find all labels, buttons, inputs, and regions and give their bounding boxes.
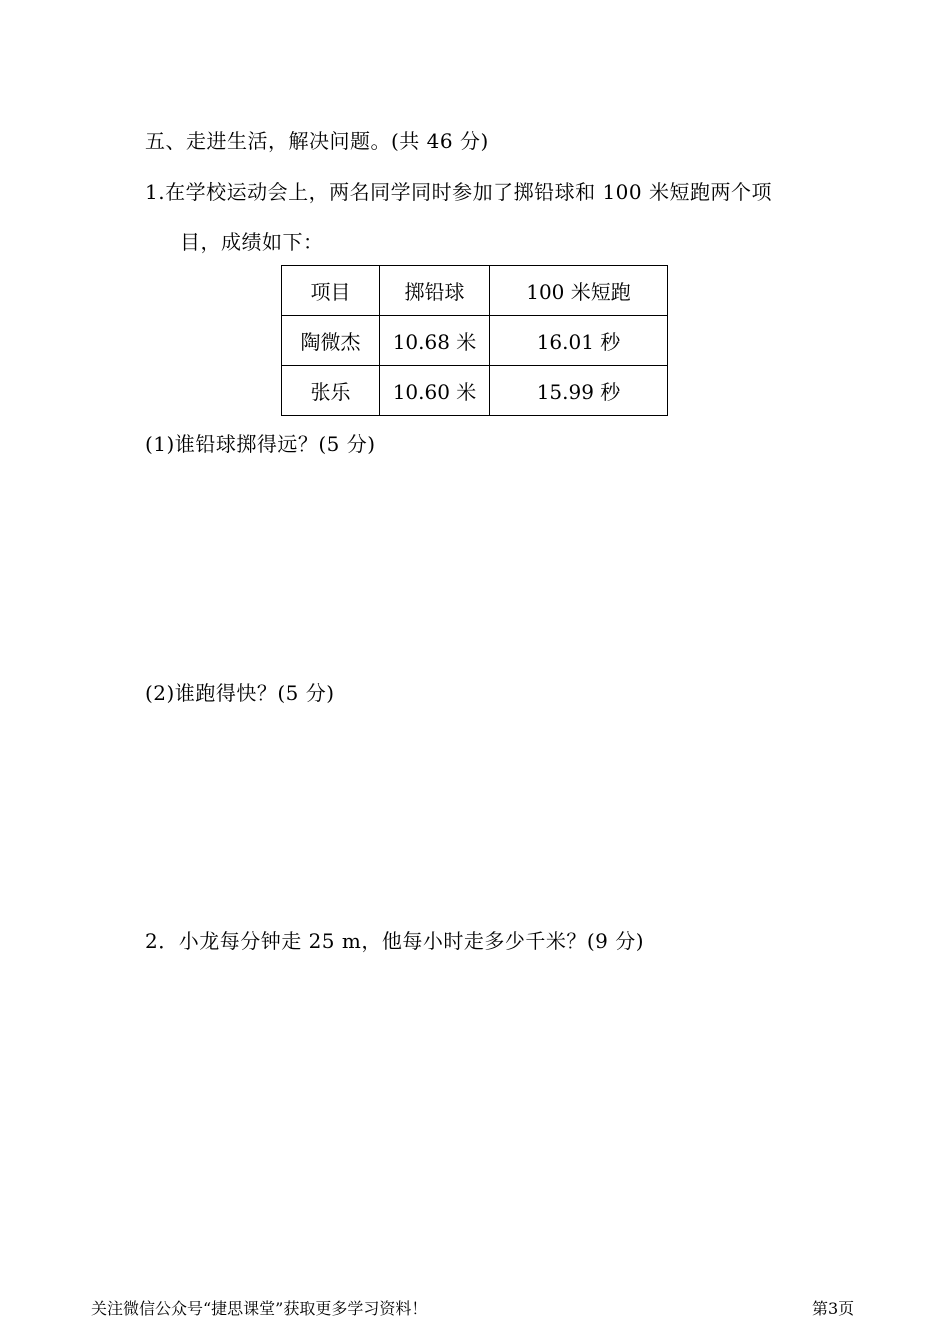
scores-table	[281, 265, 668, 416]
question-1-part-2: (2)谁跑得快？(5 分)	[145, 681, 335, 705]
question-1-part-1: (1)谁铅球掷得远？(5 分)	[145, 432, 376, 456]
footer-note: 关注微信公众号“捷思课堂”获取更多学习资料！	[91, 1299, 428, 1318]
question-1-text-line-2: 目，成绩如下：	[180, 230, 324, 254]
table-header-row	[282, 266, 668, 316]
table-cell: 16.01 秒	[490, 316, 668, 366]
table-cell: 陶微杰	[282, 316, 380, 366]
page-number: 第3页	[812, 1299, 855, 1318]
question-1-text-line-1: 1.在学校运动会上，两名同学同时参加了掷铅球和 100 米短跑两个项	[145, 180, 772, 204]
table-row	[282, 316, 668, 366]
table-cell: 10.68 米	[380, 316, 490, 366]
table-cell: 10.60 米	[380, 366, 490, 416]
table-header-cell: 项目	[282, 266, 380, 316]
table-header-cell: 掷铅球	[380, 266, 490, 316]
question-2-text: 2．小龙每分钟走 25 m，他每小时走多少千米？(9 分)	[145, 929, 645, 953]
table-cell: 15.99 秒	[490, 366, 668, 416]
table-row	[282, 366, 668, 416]
section-title: 五、走进生活，解决问题。(共 46 分)	[145, 129, 489, 153]
table-cell: 张乐	[282, 366, 380, 416]
table-header-cell: 100 米短跑	[490, 266, 668, 316]
